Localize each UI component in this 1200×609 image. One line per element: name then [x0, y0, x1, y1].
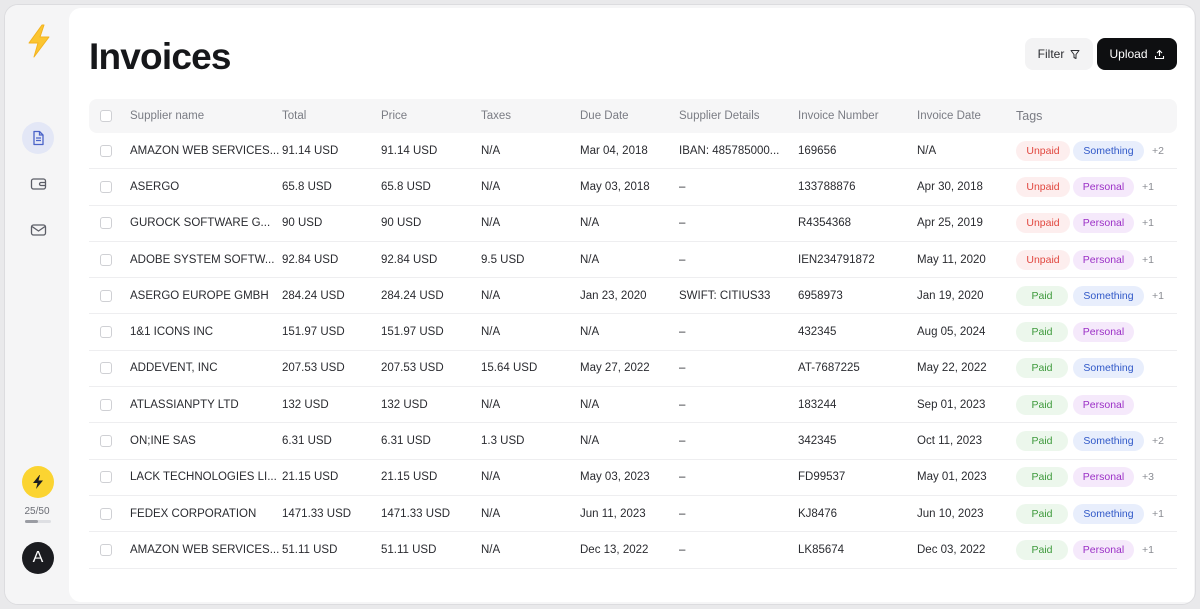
taxes-cell: N/A [481, 289, 501, 302]
price-cell: 6.31 USD [381, 435, 431, 448]
table-body [89, 133, 1177, 569]
col-invoice-date[interactable]: Invoice Date [917, 110, 981, 122]
avatar[interactable]: A [22, 542, 54, 574]
more-tags-count[interactable]: +2 [1152, 435, 1164, 448]
row-checkbox[interactable] [100, 217, 112, 229]
select-all-checkbox[interactable] [100, 110, 112, 122]
supplier-name-cell: ADOBE SYSTEM SOFTW... [130, 253, 275, 266]
row-checkbox[interactable] [100, 290, 112, 302]
taxes-cell: N/A [481, 398, 501, 411]
row-checkbox[interactable] [100, 508, 112, 520]
invoice-number-cell: FD99537 [798, 471, 846, 484]
supplier-name-cell: FEDEX CORPORATION [130, 507, 257, 520]
row-checkbox[interactable] [100, 471, 112, 483]
more-tags-count[interactable]: +1 [1142, 217, 1154, 230]
total-cell: 91.14 USD [282, 144, 339, 157]
lightning-logo [24, 23, 54, 59]
filter-label: Filter [1037, 47, 1065, 61]
tag-badge: Something [1073, 358, 1144, 378]
supplier-name-cell: ASERGO [130, 180, 180, 193]
row-checkbox[interactable] [100, 145, 112, 157]
mail-icon [30, 222, 47, 238]
status-badge: Paid [1016, 467, 1068, 487]
invoice-date-cell: May 01, 2023 [917, 471, 987, 484]
supplier-details-cell: – [679, 180, 686, 193]
credits-button[interactable] [22, 466, 54, 498]
price-cell: 91.14 USD [381, 144, 438, 157]
due-date-cell: N/A [580, 253, 600, 266]
taxes-cell: N/A [481, 326, 501, 339]
invoice-date-cell: Apr 30, 2018 [917, 180, 983, 193]
status-badge: Paid [1016, 431, 1068, 451]
table-row[interactable] [89, 496, 1177, 532]
tag-badge: Something [1073, 286, 1144, 306]
supplier-name-cell: LACK TECHNOLOGIES LI... [130, 471, 277, 484]
supplier-details-cell: – [679, 217, 686, 230]
total-cell: 90 USD [282, 217, 323, 230]
taxes-cell: 9.5 USD [481, 253, 525, 266]
taxes-cell: N/A [481, 144, 501, 157]
col-total[interactable]: Total [282, 110, 307, 122]
due-date-cell: May 27, 2022 [580, 362, 650, 375]
price-cell: 151.97 USD [381, 326, 444, 339]
table-row[interactable] [89, 242, 1177, 278]
page-title: Invoices [89, 36, 231, 77]
invoices-table [89, 99, 1177, 569]
due-date-cell: N/A [580, 326, 600, 339]
row-checkbox[interactable] [100, 254, 112, 266]
invoice-date-cell: Aug 05, 2024 [917, 326, 986, 339]
invoice-number-cell: R4354368 [798, 217, 852, 230]
taxes-cell: N/A [481, 507, 501, 520]
invoice-date-cell: Jan 19, 2020 [917, 289, 984, 302]
supplier-details-cell: – [679, 326, 686, 339]
due-date-cell: N/A [580, 398, 600, 411]
funnel-icon [1070, 49, 1080, 60]
price-cell: 51.11 USD [381, 543, 437, 556]
upload-icon [1154, 49, 1165, 60]
credits-progress-fill [25, 520, 38, 523]
sidebar [5, 5, 69, 604]
lightning-icon [31, 474, 45, 490]
due-date-cell: Mar 04, 2018 [580, 144, 648, 157]
supplier-details-cell: SWIFT: CITIUS33 [679, 289, 771, 302]
taxes-cell: N/A [481, 543, 501, 556]
more-tags-count[interactable]: +1 [1142, 543, 1154, 556]
table-row[interactable] [89, 206, 1177, 242]
due-date-cell: Jan 23, 2020 [580, 289, 647, 302]
invoice-date-cell: Oct 11, 2023 [917, 435, 982, 448]
table-row[interactable] [89, 314, 1177, 350]
total-cell: 21.15 USD [282, 471, 339, 484]
price-cell: 92.84 USD [381, 253, 438, 266]
supplier-details-cell: – [679, 398, 686, 411]
row-checkbox[interactable] [100, 544, 112, 556]
status-badge: Unpaid [1016, 213, 1070, 233]
total-cell: 92.84 USD [282, 253, 339, 266]
invoice-number-cell: 432345 [798, 326, 837, 339]
taxes-cell: N/A [481, 217, 501, 230]
invoice-number-cell: KJ8476 [798, 507, 838, 520]
total-cell: 284.24 USD [282, 289, 345, 302]
nav-mail[interactable] [22, 214, 54, 246]
total-cell: 207.53 USD [282, 362, 345, 375]
credits-count: 25/50 [24, 506, 50, 517]
tag-badge: Something [1073, 504, 1144, 524]
row-checkbox[interactable] [100, 399, 112, 411]
more-tags-count[interactable]: +3 [1142, 471, 1154, 484]
supplier-name-cell: ADDEVENT, INC [130, 362, 218, 375]
wallet-icon [30, 176, 47, 192]
more-tags-count[interactable]: +1 [1142, 180, 1154, 193]
supplier-details-cell: – [679, 253, 686, 266]
supplier-details-cell: – [679, 507, 686, 520]
supplier-details-cell: – [679, 543, 686, 556]
total-cell: 51.11 USD [282, 543, 338, 556]
invoice-number-cell: AT-7687225 [798, 362, 860, 375]
tag-badge: Something [1073, 431, 1144, 451]
table-header [89, 99, 1177, 133]
total-cell: 151.97 USD [282, 326, 345, 339]
nav-wallet[interactable] [22, 168, 54, 200]
col-due-date[interactable]: Due Date [580, 110, 629, 122]
main-panel [69, 8, 1194, 602]
due-date-cell: Jun 11, 2023 [580, 507, 646, 520]
supplier-details-cell: – [679, 471, 686, 484]
col-tags[interactable]: Tags [1016, 109, 1043, 123]
app-window [4, 4, 1196, 605]
status-badge: Paid [1016, 540, 1068, 560]
invoice-number-cell: 169656 [798, 144, 837, 157]
invoice-number-cell: 342345 [798, 435, 837, 448]
row-checkbox[interactable] [100, 181, 112, 193]
due-date-cell: Dec 13, 2022 [580, 543, 649, 556]
table-row[interactable] [89, 532, 1177, 568]
invoice-date-cell: Apr 25, 2019 [917, 217, 983, 230]
supplier-name-cell: AMAZON WEB SERVICES... [130, 144, 280, 157]
supplier-name-cell: 1&1 ICONS INC [130, 326, 214, 339]
table-row[interactable] [89, 423, 1177, 459]
total-cell: 1471.33 USD [282, 507, 352, 520]
col-supplier-details[interactable]: Supplier Details [679, 110, 760, 122]
status-badge: Paid [1016, 395, 1068, 415]
invoice-date-cell: Dec 03, 2022 [917, 543, 986, 556]
due-date-cell: May 03, 2018 [580, 180, 650, 193]
supplier-details-cell: – [679, 362, 686, 375]
status-badge: Paid [1016, 358, 1068, 378]
total-cell: 65.8 USD [282, 180, 332, 193]
invoice-number-cell: IEN234791872 [798, 253, 875, 266]
more-tags-count[interactable]: +2 [1152, 144, 1164, 157]
table-row[interactable] [89, 460, 1177, 496]
invoice-date-cell: N/A [917, 144, 937, 157]
tag-badge: Personal [1073, 395, 1134, 415]
tag-badge: Personal [1073, 177, 1134, 197]
supplier-name-cell: GUROCK SOFTWARE G... [130, 217, 271, 230]
row-checkbox[interactable] [100, 362, 112, 374]
upload-button[interactable] [1097, 38, 1177, 70]
more-tags-count[interactable]: +1 [1152, 289, 1164, 302]
supplier-details-cell: – [679, 435, 686, 448]
due-date-cell: May 03, 2023 [580, 471, 650, 484]
invoice-date-cell: May 22, 2022 [917, 362, 987, 375]
upload-label: Upload [1109, 47, 1148, 61]
taxes-cell: 1.3 USD [481, 435, 525, 448]
status-badge: Paid [1016, 504, 1068, 524]
filter-button[interactable] [1025, 38, 1093, 70]
price-cell: 65.8 USD [381, 180, 431, 193]
document-icon [30, 130, 46, 146]
taxes-cell: 15.64 USD [481, 362, 538, 375]
taxes-cell: N/A [481, 471, 501, 484]
tag-badge: Personal [1073, 540, 1134, 560]
invoice-date-cell: May 11, 2020 [917, 253, 986, 266]
table-row[interactable] [89, 351, 1177, 387]
status-badge: Unpaid [1016, 141, 1070, 161]
due-date-cell: N/A [580, 435, 600, 448]
status-badge: Unpaid [1016, 177, 1070, 197]
price-cell: 284.24 USD [381, 289, 444, 302]
row-checkbox[interactable] [100, 435, 112, 447]
taxes-cell: N/A [481, 180, 501, 193]
tag-badge: Personal [1073, 250, 1134, 270]
price-cell: 1471.33 USD [381, 507, 451, 520]
supplier-name-cell: ASERGO EUROPE GMBH [130, 289, 269, 302]
invoice-number-cell: 6958973 [798, 289, 843, 302]
total-cell: 132 USD [282, 398, 329, 411]
invoice-number-cell: 183244 [798, 398, 837, 411]
table-row[interactable] [89, 133, 1177, 169]
price-cell: 21.15 USD [381, 471, 438, 484]
due-date-cell: N/A [580, 217, 600, 230]
col-supplier-name[interactable]: Supplier name [130, 110, 205, 122]
supplier-name-cell: ATLASSIANPTY LTD [130, 398, 239, 411]
table-row[interactable] [89, 278, 1177, 314]
col-taxes[interactable]: Taxes [481, 110, 512, 122]
invoice-number-cell: 133788876 [798, 180, 856, 193]
status-badge: Paid [1016, 286, 1068, 306]
col-price[interactable]: Price [381, 110, 408, 122]
price-cell: 90 USD [381, 217, 422, 230]
invoice-date-cell: Sep 01, 2023 [917, 398, 986, 411]
more-tags-count[interactable]: +1 [1152, 507, 1164, 520]
row-checkbox[interactable] [100, 326, 112, 338]
invoice-number-cell: LK85674 [798, 543, 845, 556]
table-row[interactable] [89, 169, 1177, 205]
supplier-name-cell: ON;INE SAS [130, 435, 196, 448]
supplier-details-cell: IBAN: 485785000... [679, 144, 780, 157]
tag-badge: Something [1073, 141, 1144, 161]
tag-badge: Personal [1073, 213, 1134, 233]
tag-badge: Personal [1073, 467, 1134, 487]
supplier-name-cell: AMAZON WEB SERVICES... [130, 543, 280, 556]
table-row[interactable] [89, 387, 1177, 423]
price-cell: 207.53 USD [381, 362, 444, 375]
status-badge: Paid [1016, 322, 1068, 342]
total-cell: 6.31 USD [282, 435, 332, 448]
tag-badge: Personal [1073, 322, 1134, 342]
nav-invoices[interactable] [22, 122, 54, 154]
more-tags-count[interactable]: +1 [1142, 253, 1154, 266]
status-badge: Unpaid [1016, 250, 1070, 270]
credits-progress [25, 520, 51, 523]
invoice-date-cell: Jun 10, 2023 [917, 507, 984, 520]
price-cell: 132 USD [381, 398, 428, 411]
col-invoice-number[interactable]: Invoice Number [798, 110, 879, 122]
